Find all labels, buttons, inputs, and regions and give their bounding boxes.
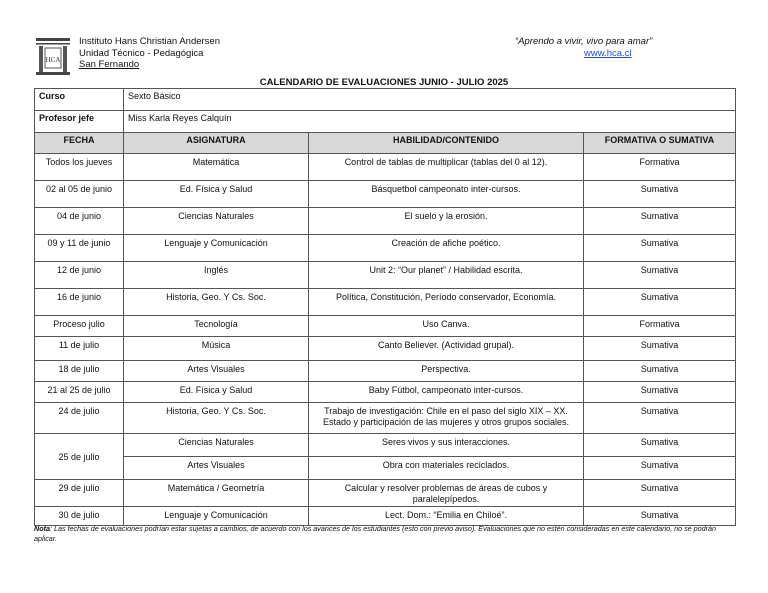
subject-cell: Ciencias Naturales [124, 208, 309, 235]
subject-cell: Lenguaje y Comunicación [124, 507, 309, 526]
table-row [35, 403, 736, 434]
unit-name: Unidad Técnico - Pedagógica [79, 47, 204, 59]
date-cell: 21 al 25 de julio [35, 382, 124, 403]
curso-label: Curso [35, 89, 124, 111]
type-cell: Sumativa [584, 361, 736, 382]
content-cell: Canto Believer. (Actividad grupal). [309, 337, 584, 361]
table-header-row [35, 133, 736, 154]
type-cell: Sumativa [584, 507, 736, 526]
content-cell: Baby Fútbol, campeonato inter-cursos. [309, 382, 584, 403]
subject-cell: Ciencias Naturales [124, 434, 309, 457]
content-cell: Trabajo de investigación: Chile en el paso del siglo XIX – XX. Estado y participación de las mujeres y otros grupos sociales. [309, 403, 584, 434]
subject-cell: Historia, Geo. Y Cs. Soc. [124, 289, 309, 316]
content-cell: Política, Constitución, Período conservador, Economía. [309, 289, 584, 316]
type-cell: Sumativa [584, 208, 736, 235]
table-row [35, 181, 736, 208]
table-row [35, 434, 736, 457]
city-name: San Fernando [79, 59, 140, 70]
content-cell: Creación de afiche poético. [309, 235, 584, 262]
type-cell: Sumativa [584, 181, 736, 208]
subject-cell: Ed. Física y Salud [124, 181, 309, 208]
type-cell: Sumativa [584, 262, 736, 289]
content-cell: El suelo y la erosión. [309, 208, 584, 235]
content-cell: Calcular y resolver problemas de áreas de cubos y paralelepípedos. [309, 480, 584, 507]
type-cell: Sumativa [584, 382, 736, 403]
institution-name: Instituto Hans Christian Andersen [79, 36, 220, 47]
type-cell: Sumativa [584, 434, 736, 457]
subject-cell: Matemática [124, 154, 309, 181]
date-cell: 12 de junio [35, 262, 124, 289]
footnote-label: Nota [34, 524, 50, 533]
table-row [35, 457, 736, 480]
type-cell: Formativa [584, 154, 736, 181]
curso-value: Sexto Básico [124, 89, 736, 111]
evaluation-table [34, 88, 736, 526]
school-logo [34, 34, 72, 78]
motto: “Aprendo a vivir, vivo para amar” [515, 36, 653, 47]
type-cell: Sumativa [584, 235, 736, 262]
date-cell: 02 al 05 de junio [35, 181, 124, 208]
type-cell: Sumativa [584, 337, 736, 361]
content-cell: Control de tablas de multiplicar (tablas del 0 al 12). [309, 154, 584, 181]
type-cell: Sumativa [584, 403, 736, 434]
date-cell: 30 de julio [35, 507, 124, 526]
table-row [35, 480, 736, 507]
table-row [35, 361, 736, 382]
column-header-contenido: HABILIDAD/CONTENIDO [309, 133, 584, 154]
table-row [35, 235, 736, 262]
type-cell: Sumativa [584, 480, 736, 507]
date-cell: 25 de julio [35, 434, 124, 480]
date-cell: 24 de julio [35, 403, 124, 434]
content-cell: Uso Canva. [309, 316, 584, 337]
content-cell: Lect. Dom.: “Emilia en Chiloé”. [309, 507, 584, 526]
column-header-tipo: FORMATIVA O SUMATIVA [584, 133, 736, 154]
table-row [35, 337, 736, 361]
institution-block [79, 36, 220, 71]
date-cell: 09 y 11 de junio [35, 235, 124, 262]
date-cell: Todos los jueves [35, 154, 124, 181]
website-link[interactable]: www.hca.cl [584, 48, 632, 59]
type-cell: Sumativa [584, 289, 736, 316]
content-cell: Perspectiva. [309, 361, 584, 382]
subject-cell: Ed. Física y Salud [124, 382, 309, 403]
subject-cell: Artes Visuales [124, 361, 309, 382]
content-cell: Seres vivos y sus interacciones. [309, 434, 584, 457]
subject-cell: Lenguaje y Comunicación [124, 235, 309, 262]
subject-cell: Matemática / Geometría [124, 480, 309, 507]
profesor-row [35, 111, 736, 133]
document-title: CALENDARIO DE EVALUACIONES JUNIO - JULIO 2025 [259, 77, 509, 88]
subject-cell: Música [124, 337, 309, 361]
profesor-value: Miss Karla Reyes Calquín [124, 111, 736, 133]
subject-cell: Tecnología [124, 316, 309, 337]
date-cell: 18 de julio [35, 361, 124, 382]
date-cell: 16 de junio [35, 289, 124, 316]
content-cell: Unit 2: “Our planet” / Habilidad escrita. [309, 262, 584, 289]
table-row [35, 316, 736, 337]
type-cell: Formativa [584, 316, 736, 337]
table-row [35, 289, 736, 316]
subject-cell: Inglés [124, 262, 309, 289]
date-cell: 11 de julio [35, 337, 124, 361]
profesor-label: Profesor jefe [35, 111, 124, 133]
subject-cell: Historia, Geo. Y Cs. Soc. [124, 403, 309, 434]
column-header-fecha: FECHA [35, 133, 124, 154]
footnote [34, 524, 738, 544]
table-row [35, 382, 736, 403]
date-cell: 04 de junio [35, 208, 124, 235]
logo-letters: HCA [45, 56, 61, 64]
table-row [35, 262, 736, 289]
table-row [35, 208, 736, 235]
date-cell: Proceso julio [35, 316, 124, 337]
curso-row [35, 89, 736, 111]
column-header-asignatura: ASIGNATURA [124, 133, 309, 154]
subject-cell: Artes Visuales [124, 457, 309, 480]
table-row [35, 507, 736, 526]
content-cell: Obra con materiales reciclados. [309, 457, 584, 480]
content-cell: Básquetbol campeonato inter-cursos. [309, 181, 584, 208]
type-cell: Sumativa [584, 457, 736, 480]
table-row [35, 154, 736, 181]
date-cell: 29 de julio [35, 480, 124, 507]
footnote-text: : Las fechas de evaluaciones podrían estar sujetas a cambios, de acuerdo con los avances de los estudiantes (esto con previo aviso). Evaluaciones que no estén consideradas en este calendario, no se podrán aplicar. [34, 524, 717, 543]
